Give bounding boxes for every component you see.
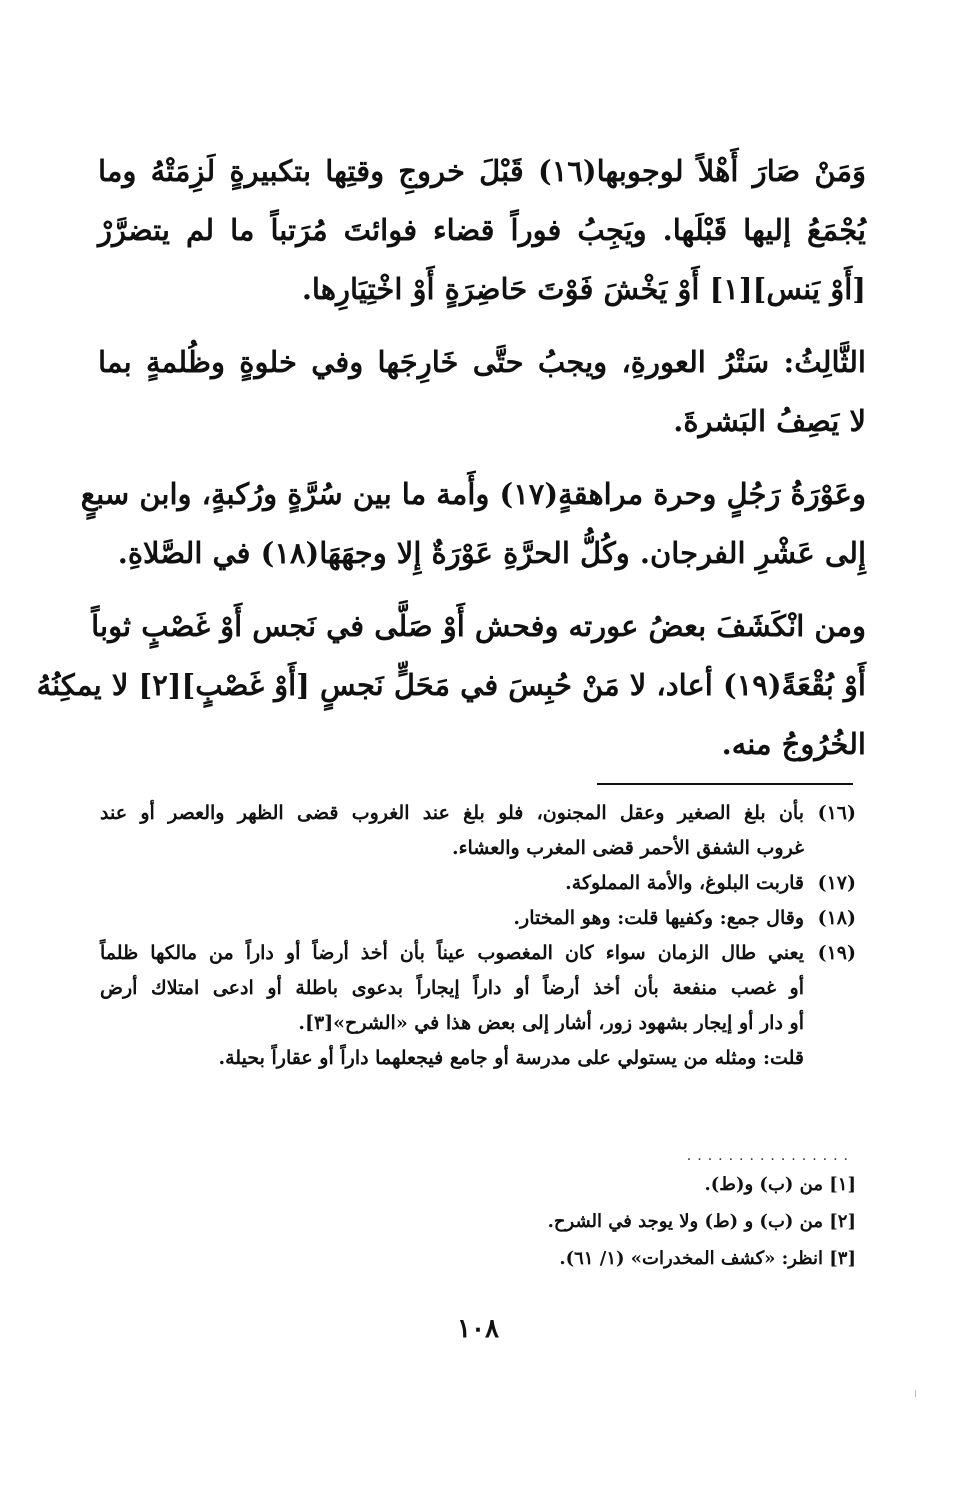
- text-line: الثَّالِثُ: سَتْرُ العورةِ، ويجبُ حتَّى خَارِجَها وفي خلوةٍ وظُلمةٍ بما: [98, 345, 866, 379]
- text-line: أَوْ بُقْعَةً(١٩) أعاد، لا مَنْ حُبِسَ في مَحَلٍّ نَجسٍ [أَوْ غَصْبٍ][٢] لا يمكِنُهُ: [36, 668, 866, 702]
- editor-note-2: [٢] من (ب) و (ط) ولا يوجد في الشرح.: [547, 1211, 856, 1232]
- footnote-line: أو دار أو إيجار بشهود زور، أشار إلى بعض هذا في «الشرح»[٣].: [298, 1012, 804, 1034]
- text-line: [أَوْ يَنس][١] أَوْ يَخْشَ فَوْتَ حَاضِرَةٍ أَوْ اخْتِيَارِها.: [301, 272, 866, 306]
- text-line: وَمَنْ صَارَ أَهْلاً لوجوبها(١٦) قَبْلَ خروجِ وقتِها بتكبيرةٍ لَزِمَتْهُ وما: [98, 154, 866, 188]
- editor-notes: [400, 1166, 856, 1277]
- text-line: وعَوْرَةُ رَجُلٍ وحرة مراهقةٍ(١٧) وأَمة ما بين سُرَّةٍ ورُكبةٍ، وابن سبعٍ: [80, 477, 866, 511]
- footnote-number: (١٧): [817, 872, 856, 894]
- footnote-16: [100, 796, 856, 866]
- footnote-text: وقال جمع: وكفيها قلت: وهو المختار.: [513, 907, 804, 929]
- footnote-number: (١٦): [817, 802, 856, 824]
- footnotes: [100, 796, 856, 1076]
- page-number: ١٠٨: [457, 1314, 499, 1344]
- footnote-line: أو غصب منفعة بأن أخذ أرضاً أو داراً إيجاراً بدعوى باطلة أو ادعى امتلاك أرض: [100, 977, 804, 999]
- footnote-17: [100, 866, 856, 901]
- paragraph-4: [36, 597, 866, 774]
- editor-note-1: [١] من (ب) و(ط).: [704, 1174, 856, 1195]
- footnote-line: غروب الشفق الأحمر قضى المغرب والعشاء.: [451, 837, 804, 859]
- margin-mark: [915, 1390, 916, 1397]
- footnote-number: (١٩): [817, 942, 856, 964]
- paragraph-2: [98, 333, 866, 451]
- footnote-text: بأن بلغ الصغير وعقل المجنون، فلو بلغ عند الغروب قضى الظهر والعصر أو عند: [100, 802, 804, 824]
- text-line: لا يَصِفُ البَشرةَ.: [673, 404, 866, 438]
- footnote-19: [100, 936, 856, 1076]
- editor-notes-separator: ................: [686, 1152, 854, 1160]
- text-line: ومن انْكَشَفَ بعضُ عورته وفحش أَوْ صَلَّى في نَجس أَوْ غَصْبٍ ثوباً: [91, 609, 866, 643]
- footnote-line: [100, 901, 856, 936]
- text-line: الخُرُوجُ منه.: [721, 727, 866, 761]
- text-line: إِلى عَشْرِ الفرجان. وكُلُّ الحرَّةِ عَوْرَةٌ إِلا وجهَهَا(١٨) في الصَّلاةِ.: [117, 536, 866, 570]
- main-text: [36, 142, 866, 788]
- paragraph-1: [98, 142, 866, 319]
- footnote-line: قلت: ومثله من يستولي على مدرسة أو جامع فيجعلهما داراً أو عقاراً بحيلة.: [218, 1047, 804, 1069]
- footnote-number: (١٨): [817, 907, 856, 929]
- paragraph-3: [80, 465, 866, 583]
- editor-note-3: [٣] انظر: «كشف المخدرات» (١/ ٦١).: [559, 1248, 856, 1269]
- text-line: يُجْمَعُ إليها قَبْلَها. ويَجِبُ فوراً قضاء فوائتَ مُرَتباً ما لم يتضرَّرْ: [98, 213, 866, 247]
- footnote-line: [100, 936, 856, 971]
- footnote-separator: [597, 783, 853, 785]
- footnote-18: [100, 901, 856, 936]
- footnote-text: يعني طال الزمان سواء كان المغصوب عيناً بأن أخذ أرضاً أو داراً من مالكها ظلماً: [100, 942, 804, 964]
- footnote-line: [100, 866, 856, 901]
- footnote-line: [100, 796, 856, 831]
- footnote-text: قاربت البلوغ، والأمة المملوكة.: [565, 872, 804, 894]
